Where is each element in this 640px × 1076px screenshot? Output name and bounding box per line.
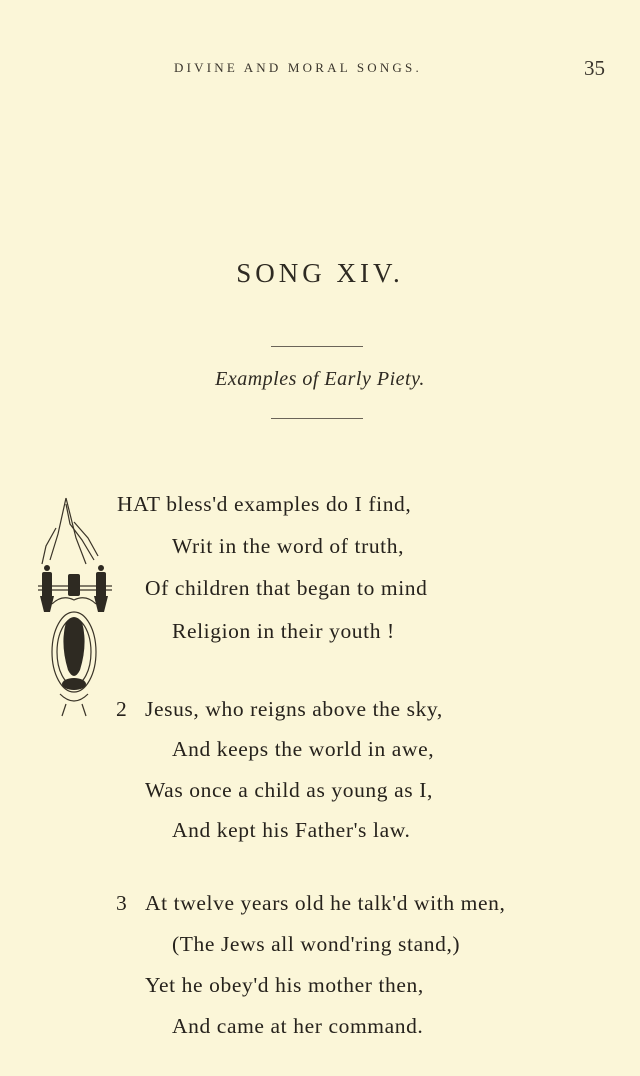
verse-line: Jesus, who reigns above the sky, <box>145 697 443 721</box>
verse-line: Yet he obey'd his mother then, <box>145 973 424 997</box>
verse-line: Was once a child as young as I, <box>145 778 433 802</box>
verse-line: And came at her command. <box>172 1014 424 1038</box>
song-subtitle: Examples of Early Piety. <box>215 368 425 390</box>
page-number: 35 <box>584 56 605 80</box>
stanza-number: 3 <box>116 891 128 915</box>
divider-rule-bottom <box>271 418 363 419</box>
song-title: SONG XIV. <box>236 258 404 288</box>
running-head: DIVINE AND MORAL SONGS. <box>174 60 422 75</box>
verse-line: And kept his Father's law. <box>172 818 411 842</box>
stanza-number: 2 <box>116 697 128 721</box>
verse-line: Of children that began to mind <box>145 576 428 600</box>
verse-line: (The Jews all wond'ring stand,) <box>172 932 461 956</box>
divider-rule-top <box>271 346 363 347</box>
verse-line: Religion in their youth ! <box>172 619 395 643</box>
verse-line: Writ in the word of truth, <box>172 534 405 558</box>
verse-line: At twelve years old he talk'd with men, <box>145 891 506 915</box>
verse-line: And keeps the world in awe, <box>172 737 435 761</box>
ornamental-initial-w-icon <box>36 494 114 720</box>
verse-line: HAT bless'd examples do I find, <box>117 492 412 516</box>
